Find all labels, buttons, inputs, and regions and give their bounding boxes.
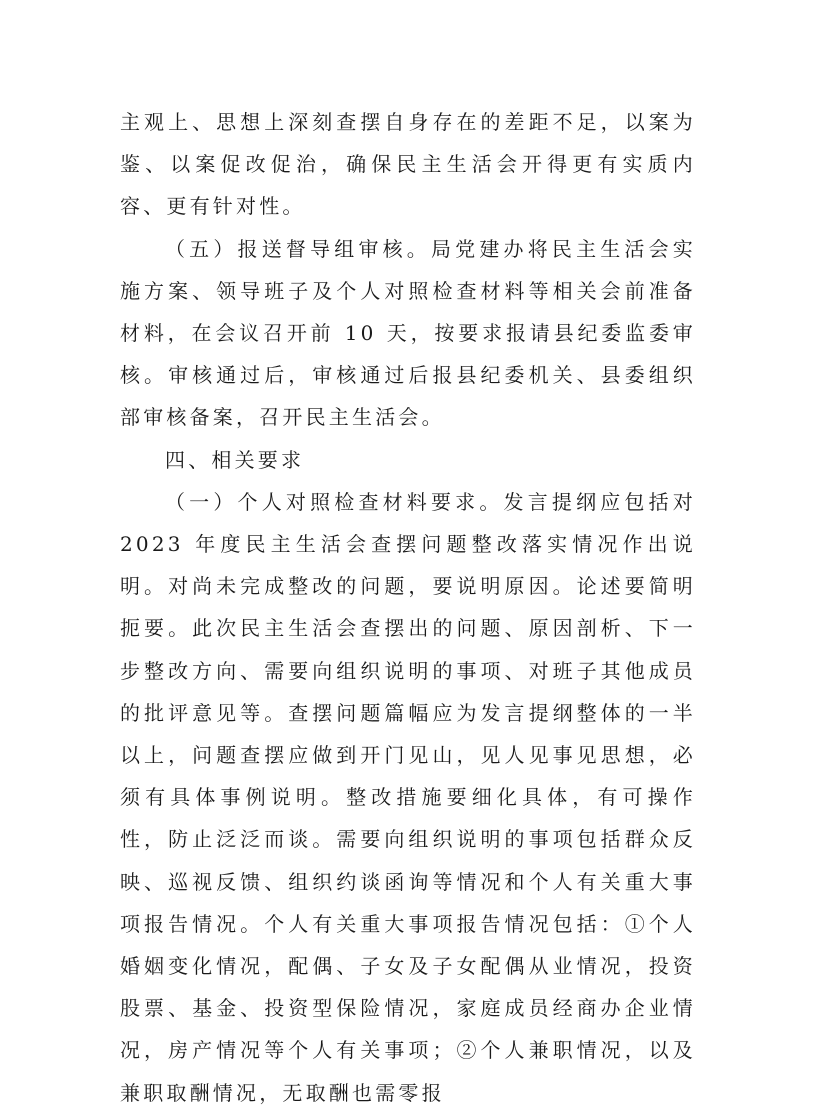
paragraph-continuation: 主观上、思想上深刻查摆自身存在的差距不足，以案为鉴、以案促改促治，确保民主生活会开得更有实质内容、更有针对性。: [120, 110, 696, 219]
paragraph-section-five: （五）报送督导组审核。局党建办将民主生活会实施方案、领导班子及个人对照检查材料等相关会前准备材料，在会议召开前 10 天，按要求报请县纪委监委审核。审核通过后，审核通过后报县纪委机关、县委组织部审核备案，召开民主生活会。: [120, 236, 696, 430]
body-text: [120, 101, 696, 1114]
paragraph-item-one: （一）个人对照检查材料要求。发言提纲应包括对 2023 年度民主生活会查摆问题整改落实情况作出说明。对尚未完成整改的问题，要说明原因。论述要简明扼要。此次民主生活会查摆出的问题、原因剖析、下一步整改方向、需要向组织说明的事项、对班子其他成员的批评意见等。查摆问题篇幅应为发言提纲整体的一半以上，问题查摆应做到开门见山，见人见事见思想，必须有具体事例说明。整改措施要细化具体，有可操作性，防止泛泛而谈。需要向组织说明的事项包括群众反映、巡视反馈、组织约谈函询等情况和个人有关重大事项报告情况。个人有关重大事项报告情况包括：①个人婚姻变化情况，配偶、子女及子女配偶从业情况，投资股票、基金、投资型保险情况，家庭成员经商办企业情况，房产情况等个人有关事项；②个人兼职情况，以及兼职取酬情况，无取酬也需零报: [120, 489, 696, 1105]
heading-requirements: 四、相关要求: [165, 447, 305, 472]
